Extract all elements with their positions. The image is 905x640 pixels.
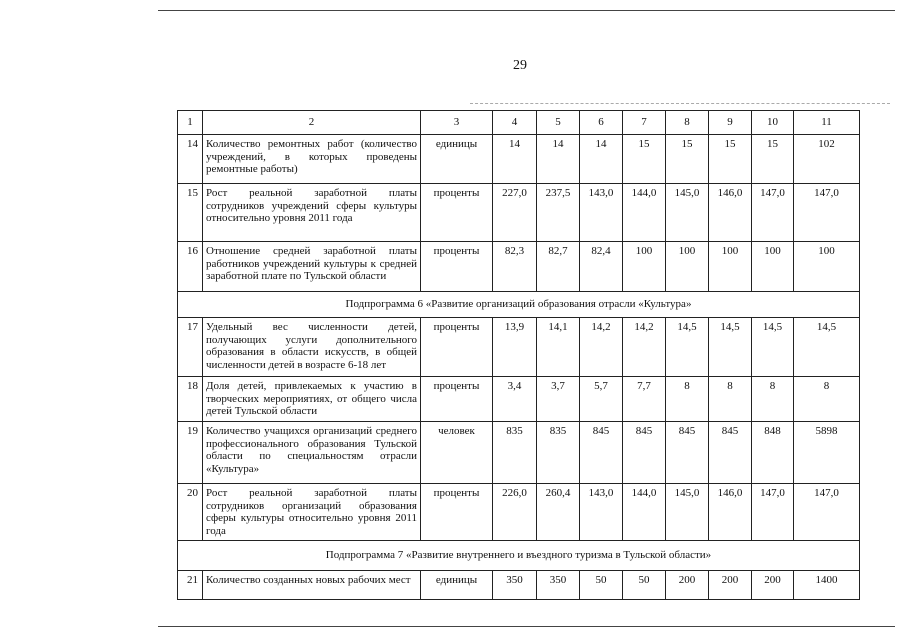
row-number-cell: 20: [178, 484, 203, 541]
value-cell: 100: [623, 242, 666, 292]
value-cell: 14,2: [580, 318, 623, 377]
value-cell: 100: [666, 242, 709, 292]
header-cell: 4: [493, 111, 537, 135]
row-number-cell: 15: [178, 184, 203, 242]
unit-cell: единицы: [421, 135, 493, 184]
value-cell: 200: [666, 571, 709, 600]
value-cell: 237,5: [537, 184, 580, 242]
indicator-description-cell: Отношение средней заработной платы работников учреждений культуры к средней заработной плате по Тульской области: [203, 242, 421, 292]
value-cell: 144,0: [623, 184, 666, 242]
value-cell: 15: [666, 135, 709, 184]
value-cell: 8: [752, 377, 794, 422]
value-cell: 146,0: [709, 184, 752, 242]
value-cell: 147,0: [752, 184, 794, 242]
header-cell: 7: [623, 111, 666, 135]
value-cell: 82,3: [493, 242, 537, 292]
value-cell: 227,0: [493, 184, 537, 242]
row-number-cell: 14: [178, 135, 203, 184]
table-row: [178, 571, 860, 600]
unit-cell: единицы: [421, 571, 493, 600]
value-cell: 14: [493, 135, 537, 184]
header-cell: 9: [709, 111, 752, 135]
value-cell: 14: [580, 135, 623, 184]
bottom-rule: [158, 626, 895, 627]
value-cell: 3,7: [537, 377, 580, 422]
value-cell: 50: [580, 571, 623, 600]
value-cell: 147,0: [752, 484, 794, 541]
value-cell: 50: [623, 571, 666, 600]
value-cell: 226,0: [493, 484, 537, 541]
dashed-rule: [470, 103, 890, 104]
unit-cell: проценты: [421, 184, 493, 242]
value-cell: 350: [537, 571, 580, 600]
header-cell: 5: [537, 111, 580, 135]
unit-cell: проценты: [421, 377, 493, 422]
value-cell: 200: [752, 571, 794, 600]
indicators-table: [177, 110, 860, 600]
table-body: [178, 111, 860, 600]
header-cell: 10: [752, 111, 794, 135]
value-cell: 845: [709, 422, 752, 484]
value-cell: 14: [537, 135, 580, 184]
row-number-cell: 17: [178, 318, 203, 377]
value-cell: 350: [493, 571, 537, 600]
value-cell: 82,4: [580, 242, 623, 292]
value-cell: 15: [709, 135, 752, 184]
header-cell: 11: [794, 111, 860, 135]
value-cell: 100: [752, 242, 794, 292]
table-row: [178, 422, 860, 484]
unit-cell: человек: [421, 422, 493, 484]
value-cell: 13,9: [493, 318, 537, 377]
indicator-description-cell: Удельный вес численности детей, получающих услуги дополнительного образования в области искусств, в общей численности детей в возрасте 6-18 лет: [203, 318, 421, 377]
value-cell: 5898: [794, 422, 860, 484]
page-number: 29: [513, 58, 527, 73]
value-cell: 7,7: [623, 377, 666, 422]
value-cell: 145,0: [666, 484, 709, 541]
section-row: [178, 541, 860, 571]
header-cell: 6: [580, 111, 623, 135]
value-cell: 15: [623, 135, 666, 184]
value-cell: 8: [666, 377, 709, 422]
unit-cell: проценты: [421, 318, 493, 377]
value-cell: 8: [709, 377, 752, 422]
header-cell: 8: [666, 111, 709, 135]
value-cell: 143,0: [580, 484, 623, 541]
table-header-row: [178, 111, 860, 135]
section-title: Подпрограмма 7 «Развитие внутреннего и въездного туризма в Тульской области»: [178, 541, 860, 571]
value-cell: 102: [794, 135, 860, 184]
row-number-cell: 21: [178, 571, 203, 600]
value-cell: 14,2: [623, 318, 666, 377]
value-cell: 146,0: [709, 484, 752, 541]
table-row: [178, 484, 860, 541]
value-cell: 15: [752, 135, 794, 184]
value-cell: 147,0: [794, 184, 860, 242]
table-row: [178, 318, 860, 377]
value-cell: 5,7: [580, 377, 623, 422]
table-row: [178, 135, 860, 184]
table-row: [178, 184, 860, 242]
top-rule: [158, 10, 895, 11]
value-cell: 82,7: [537, 242, 580, 292]
value-cell: 14,5: [794, 318, 860, 377]
row-number-cell: 19: [178, 422, 203, 484]
value-cell: 3,4: [493, 377, 537, 422]
value-cell: 200: [709, 571, 752, 600]
indicator-description-cell: Количество созданных новых рабочих мест: [203, 571, 421, 600]
header-cell: 1: [178, 111, 203, 135]
value-cell: 1400: [794, 571, 860, 600]
indicator-description-cell: Количество учащихся организаций среднего профессионального образования Тульской области по специальностям отрасли «Культура»: [203, 422, 421, 484]
value-cell: 145,0: [666, 184, 709, 242]
value-cell: 848: [752, 422, 794, 484]
value-cell: 14,1: [537, 318, 580, 377]
value-cell: 8: [794, 377, 860, 422]
row-number-cell: 16: [178, 242, 203, 292]
value-cell: 14,5: [752, 318, 794, 377]
value-cell: 835: [537, 422, 580, 484]
value-cell: 260,4: [537, 484, 580, 541]
indicator-description-cell: Рост реальной заработной платы сотрудников организаций образования сферы культуры относительно уровня 2011 года: [203, 484, 421, 541]
value-cell: 845: [580, 422, 623, 484]
indicator-description-cell: Количество ремонтных работ (количество учреждений, в которых проведены ремонтные работы): [203, 135, 421, 184]
value-cell: 144,0: [623, 484, 666, 541]
value-cell: 14,5: [709, 318, 752, 377]
value-cell: 143,0: [580, 184, 623, 242]
table-row: [178, 242, 860, 292]
value-cell: 100: [794, 242, 860, 292]
section-row: [178, 292, 860, 318]
value-cell: 845: [623, 422, 666, 484]
indicator-description-cell: Доля детей, привлекаемых к участию в творческих мероприятиях, от общего числа детей Тульской области: [203, 377, 421, 422]
value-cell: 845: [666, 422, 709, 484]
section-title: Подпрограмма 6 «Развитие организаций образования отрасли «Культура»: [178, 292, 860, 318]
table-row: [178, 377, 860, 422]
value-cell: 14,5: [666, 318, 709, 377]
unit-cell: проценты: [421, 484, 493, 541]
value-cell: 835: [493, 422, 537, 484]
row-number-cell: 18: [178, 377, 203, 422]
header-cell: 3: [421, 111, 493, 135]
value-cell: 100: [709, 242, 752, 292]
unit-cell: проценты: [421, 242, 493, 292]
value-cell: 147,0: [794, 484, 860, 541]
header-cell: 2: [203, 111, 421, 135]
indicator-description-cell: Рост реальной заработной платы сотрудников учреждений сферы культуры относительно уровня 2011 года: [203, 184, 421, 242]
